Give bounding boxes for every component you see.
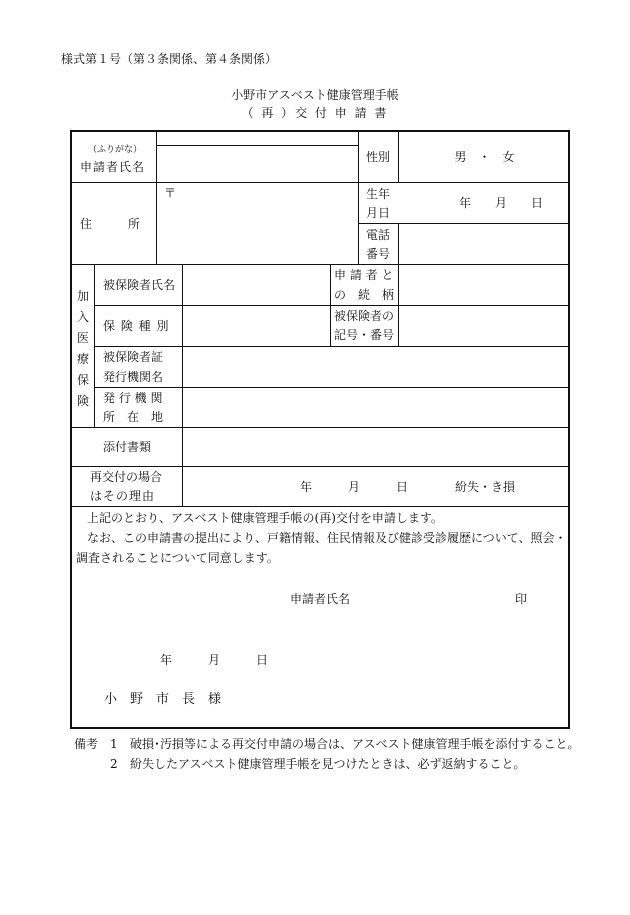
col-divider <box>358 130 359 264</box>
issuer-name-field[interactable] <box>183 347 570 387</box>
col-divider <box>330 264 331 346</box>
addressee: 小 野 市 長 様 <box>104 692 222 707</box>
furigana-field[interactable] <box>157 131 357 145</box>
reissue-date[interactable]: 年 月 日 <box>300 480 409 494</box>
insured-name-label: 被保険者氏名 <box>103 278 176 292</box>
issuer-address-field[interactable] <box>183 388 570 427</box>
issuer-address-label: 発 行 機 関 <box>103 391 163 405</box>
issuer-address-label: 所 在 地 <box>103 410 164 424</box>
reissue-reason[interactable]: 紛失・き損 <box>455 480 516 494</box>
attachments-field[interactable] <box>183 428 570 466</box>
issuer-name-label: 被保険者証 <box>103 350 164 364</box>
declaration-text: 調査されることについて同意します。 <box>76 551 279 565</box>
insured-symbol-label: 記号・番号 <box>334 328 395 342</box>
postal-mark: 〒 <box>164 186 177 200</box>
dob-label: 月日 <box>366 206 391 220</box>
col-divider <box>94 264 95 427</box>
gender-options[interactable]: 男 ・ 女 <box>454 150 515 164</box>
applicant-name-label: 申請者氏名 <box>80 160 146 174</box>
address-label: 住 所 <box>80 217 141 231</box>
form-subtitle: （ 再 ）交 付 申 請 書 <box>241 106 389 120</box>
row-divider <box>70 466 570 467</box>
note-text: 破損･汚損等による再交付申請の場合は、アスベスト健康管理手帳を添付すること。 <box>130 737 580 751</box>
applicant-name-field[interactable] <box>157 146 357 182</box>
relation-label: 申 請 者 と <box>334 268 394 282</box>
note-number: 1 <box>110 737 118 751</box>
form-title: 小野市アスベスト健康管理手帳 <box>231 88 399 102</box>
insurance-side-label: 保 <box>76 373 89 387</box>
note-text: 紛失したアスベスト健康管理手帳を見つけたときは、必ず返納すること。 <box>130 757 526 771</box>
seal-mark: 印 <box>515 592 528 606</box>
relation-field[interactable] <box>399 265 570 305</box>
sign-name-label: 申請者氏名 <box>290 592 351 606</box>
insurance-side-label: 険 <box>76 394 89 408</box>
form-number: 様式第１号（第３条関係、第４条関係） <box>61 52 278 66</box>
sign-name-field[interactable] <box>360 588 510 610</box>
relation-label: の 続 柄 <box>334 288 395 302</box>
phone-label: 番号 <box>366 247 391 261</box>
insured-symbol-label: 被保険者の <box>334 309 395 323</box>
declaration-date[interactable]: 年 月 日 <box>160 653 269 667</box>
declaration-text: 上記のとおり、アスベスト健康管理手帳の(再)交付を申請します。 <box>87 511 443 525</box>
row-divider <box>70 506 570 507</box>
insurance-side-label: 入 <box>76 310 89 324</box>
insurance-type-field[interactable] <box>183 306 330 346</box>
gender-label: 性別 <box>366 150 391 164</box>
furigana-label: （ふりがな） <box>88 145 143 155</box>
address-field[interactable] <box>157 183 357 264</box>
insurance-side-label: 加 <box>76 289 89 303</box>
reissue-label: はその理由 <box>90 489 156 503</box>
issuer-name-label: 発行機関名 <box>103 370 164 384</box>
dob-label: 生年 <box>366 187 391 201</box>
insured-symbol-field[interactable] <box>399 306 570 346</box>
insurance-type-label: 保 険 種 別 <box>103 319 170 333</box>
insured-name-field[interactable] <box>183 265 330 305</box>
insurance-side-label: 医 <box>76 331 89 345</box>
phone-field[interactable] <box>399 224 570 264</box>
note-number: 2 <box>110 757 118 771</box>
reissue-label: 再交付の場合 <box>90 470 163 484</box>
dob-value[interactable]: 年 月 日 <box>459 196 544 210</box>
insurance-side-label: 療 <box>76 352 89 366</box>
attachments-label: 添付書類 <box>103 440 152 454</box>
phone-label: 電話 <box>366 228 391 242</box>
declaration-text: なお、この申請書の提出により、戸籍情報、住民情報及び健診受診履歴について、照会・ <box>87 531 567 545</box>
notes-label: 備考 <box>74 737 99 751</box>
